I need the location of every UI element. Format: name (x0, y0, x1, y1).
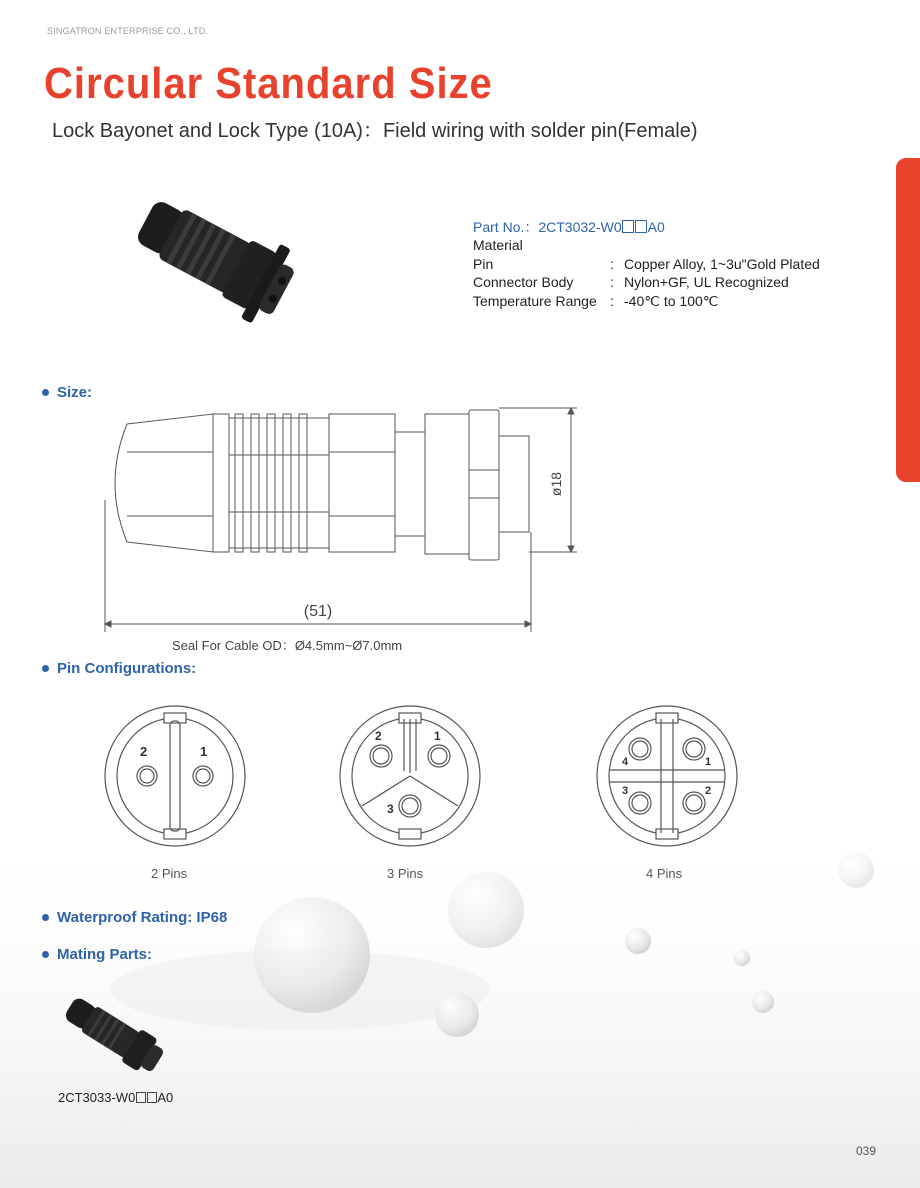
pin-diagram-3 (337, 703, 483, 849)
bubble-decoration (254, 897, 370, 1013)
spec-row-body: Connector Body : Nylon+GF, UL Recognized (473, 274, 789, 291)
bullet-icon (42, 914, 49, 921)
pin-number: 2 (140, 744, 148, 759)
bubble-decoration (435, 993, 479, 1037)
length-label: (51) (303, 603, 333, 620)
pin-number: 3 (387, 802, 394, 816)
company-name: SINGATRON ENTERPRISE CO., LTD. (47, 26, 209, 36)
pin-caption-3: 3 Pins (387, 866, 424, 881)
diameter-label: ø18 (548, 471, 564, 497)
spec-block (473, 218, 820, 310)
pin-number: 4 (622, 756, 629, 768)
pin-caption-2: 2 Pins (151, 866, 188, 881)
spec-row-pin: Pin : Copper Alloy, 1~3u"Gold Plated (473, 255, 820, 272)
mating-part-photo (60, 995, 175, 1075)
page-subtitle: Lock Bayonet and Lock Type (10A)：Field wiring with solder pin(Female) (52, 120, 698, 142)
pin-number: 3 (622, 785, 629, 797)
pin-number: 2 (375, 729, 382, 743)
pin-diagram-4 (594, 703, 740, 849)
side-tab (896, 158, 920, 482)
pin-caption-4: 4 Pins (646, 866, 683, 881)
bubble-decoration (625, 928, 651, 954)
bubble-decoration (838, 852, 874, 888)
bubble-decoration (734, 950, 750, 966)
product-photo (125, 185, 305, 335)
bubble-decoration (752, 991, 774, 1013)
dimension-drawing (95, 400, 595, 655)
waterproof-heading: Waterproof Rating: IP68 (42, 909, 227, 926)
page-number: 039 (855, 1144, 876, 1158)
bullet-icon (42, 389, 49, 396)
pin-number: 1 (200, 744, 208, 759)
pin-config-heading: Pin Configurations: (42, 660, 196, 677)
page-title: Circular Standard Size (44, 60, 493, 108)
bubble-decoration (448, 872, 524, 948)
part-number: Part No.：2CT3032-W0 A0 (473, 219, 665, 235)
material-label: Material (473, 237, 523, 254)
pin-number: 2 (705, 785, 712, 797)
spec-row-temperature: Temperature Range : -40℃ to 100℃ (473, 292, 719, 309)
bullet-icon (42, 665, 49, 672)
size-heading: Size: (42, 384, 92, 401)
mating-part-number: 2CT3033-W0 A0 (58, 1090, 174, 1105)
seal-note: Seal For Cable OD：Ø4.5mm~Ø7.0mm (172, 638, 403, 653)
pin-number: 1 (705, 756, 712, 768)
pin-number: 1 (434, 729, 441, 743)
bullet-icon (42, 951, 49, 958)
mating-heading: Mating Parts: (42, 946, 152, 963)
pin-diagram-2 (102, 703, 248, 849)
